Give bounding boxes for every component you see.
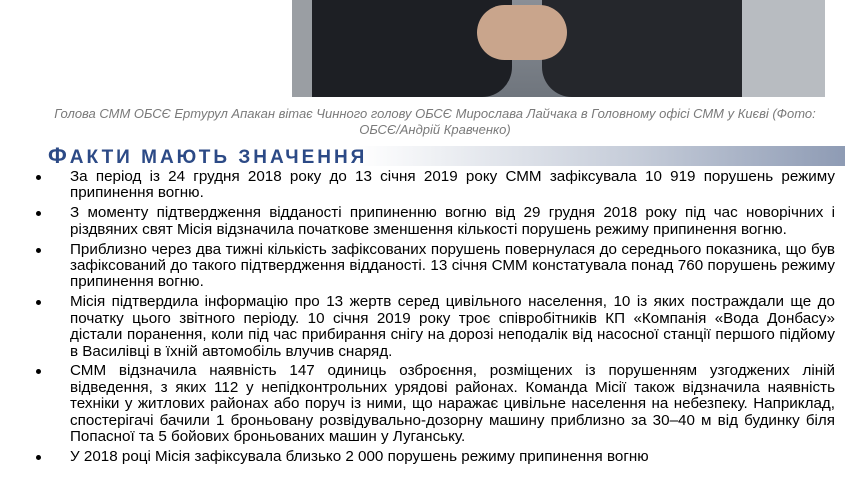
bullet-icon: [36, 211, 41, 216]
fact-text: СММ відзначила наявність 147 одиниць озброєння, розміщених із порушенням узгоджених ліній відведення, з яких 112 у непідконтрольних урядові районах. Команда Місії також відзначила наявність техніки у житлових районах або поруч із ними, що наражає цивільне населення на небезпеку. Наприклад, спостерігачі бачили 1 броньовану розвідувально-дозорну машину приблизно за 30–40 м від будинку біля Попасної та 5 бойових броньованих машин у Луганську.: [70, 362, 835, 446]
handshake-photo: [292, 0, 825, 97]
person-right: [542, 0, 742, 97]
fact-text: З моменту підтвердження відданості припиненню вогню від 29 грудня 2018 року під час новорічних і різдвяних свят Місія відзначила початкове зменшення кількості порушень режиму припинення вогню.: [70, 204, 835, 238]
fact-item: [30, 205, 835, 238]
facts-list: [30, 169, 835, 469]
bullet-icon: [36, 455, 41, 460]
fact-text: Місія підтвердила інформацію про 13 жертв серед цивільного населення, 10 із яких постраждали ще до початку цього звітного періоду. 10 січня 2019 року троє співробітників КП «Компанія «Вода Донбасу» дістали поранення, коли під час прибирання снігу на дорозі неподалік від насосної станції першого підйому в Василівці в їхній автомобіль влучив снаряд.: [70, 293, 835, 360]
bullet-icon: [36, 175, 41, 180]
fact-text: Приблизно через два тижні кількість зафіксованих порушень повернулася до середнього показника, що був зафіксований до такого підтвердження відданості. 13 січня СММ констатувала понад 760 порушень режиму припинення вогню.: [70, 240, 835, 291]
heading-initial: Ф: [48, 143, 70, 168]
handshake: [477, 5, 567, 60]
heading-rest: АКТИ МАЮТЬ ЗНАЧЕННЯ: [69, 147, 368, 168]
fact-item: [30, 449, 835, 465]
fact-text: За період із 24 грудня 2018 року до 13 січня 2019 року СММ зафіксувала 10 919 порушень режиму припинення вогню.: [70, 168, 835, 202]
fact-item: [30, 294, 835, 360]
fact-item: [30, 363, 835, 445]
bullet-icon: [36, 300, 41, 305]
fact-text: У 2018 році Місія зафіксувала близько 2 000 порушень режиму припинення вогню: [70, 448, 649, 465]
bullet-icon: [36, 369, 41, 374]
bullet-icon: [36, 248, 41, 253]
section-heading: [48, 145, 367, 169]
photo-caption: Голова СММ ОБСЄ Ертурул Апакан вітає Чинного голову ОБСЄ Мирослава Лайчака в Головному офісі СММ у Києві (Фото: ОБСЄ/Андрій Кравченко): [54, 106, 816, 137]
fact-item: [30, 242, 835, 291]
fact-item: [30, 169, 835, 202]
